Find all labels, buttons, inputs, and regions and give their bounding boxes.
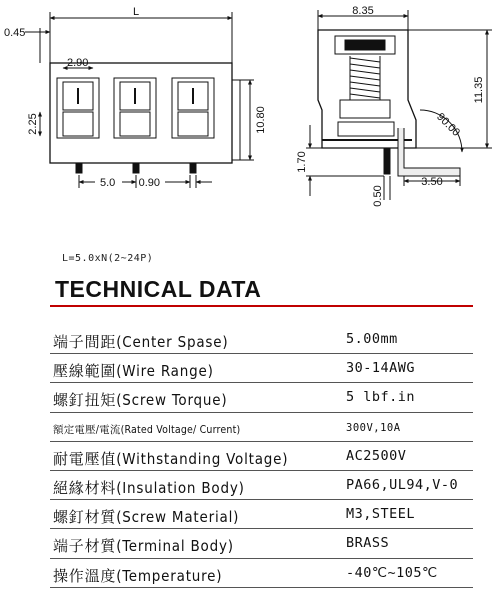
spec-row bbox=[50, 471, 473, 500]
spec-label: 操作溫度(Temperature) bbox=[53, 566, 223, 585]
spec-row bbox=[50, 529, 473, 558]
spec-value: AC2500V bbox=[346, 447, 407, 464]
spec-row bbox=[50, 354, 473, 383]
pin-2 bbox=[133, 163, 139, 173]
dim-pitch-top: 2.90 bbox=[67, 57, 89, 69]
section-title: TECHNICAL DATA bbox=[55, 276, 262, 302]
spec-label: 螺釘扭矩(Screw Torque) bbox=[53, 391, 228, 410]
dim-height: 10.80 bbox=[255, 106, 267, 134]
front-view bbox=[25, 12, 254, 188]
dim-side-height: 11.35 bbox=[473, 76, 485, 104]
spec-row bbox=[50, 559, 473, 588]
spec-value: 5.00mm bbox=[346, 331, 398, 347]
dim-angle: 90.00 bbox=[434, 110, 463, 139]
title-divider bbox=[50, 305, 473, 307]
dim-pin-offset: 3.50 bbox=[421, 176, 443, 188]
dim-offset: 0.45 bbox=[4, 27, 26, 39]
spec-value: PA66,UL94,V-0 bbox=[346, 476, 459, 493]
screw-thread bbox=[350, 56, 380, 100]
dim-side: 2.25 bbox=[27, 113, 39, 135]
side-view bbox=[306, 10, 492, 200]
spec-label: 端子間距(Center Spase) bbox=[53, 333, 229, 351]
dim-pin: 0.90 bbox=[138, 177, 160, 189]
spec-label: 耐電壓值(Withstanding Voltage) bbox=[53, 449, 289, 468]
dim-pin-len: 1.70 bbox=[296, 151, 308, 173]
spec-label: 額定電壓/電流(Rated Voltage/ Current) bbox=[53, 423, 241, 436]
spec-row bbox=[50, 383, 473, 412]
spec-label: 螺釘材質(Screw Material) bbox=[53, 508, 240, 527]
dim-overall: L bbox=[132, 6, 140, 18]
dim-pin-width: 0.50 bbox=[372, 185, 384, 207]
length-formula: L=5.0xN(2~24P) bbox=[62, 253, 154, 264]
spec-row bbox=[50, 500, 473, 529]
spec-value: M3,STEEL bbox=[346, 506, 416, 523]
spec-row bbox=[50, 442, 473, 471]
pin-1 bbox=[76, 163, 82, 173]
spec-value: 5 lbf.in bbox=[346, 389, 416, 406]
pin-3 bbox=[190, 163, 196, 173]
spec-value: -40℃~105℃ bbox=[346, 564, 438, 581]
spec-value: 300V,10A bbox=[346, 421, 401, 434]
spec-row bbox=[50, 325, 473, 354]
spec-value: 30-14AWG bbox=[346, 360, 416, 377]
dim-width: 8.35 bbox=[352, 5, 374, 17]
spec-label: 絕緣材料(Insulation Body) bbox=[53, 478, 245, 497]
spec-table bbox=[50, 325, 473, 588]
spec-label: 壓線範圍(Wire Range) bbox=[53, 362, 214, 381]
technical-drawing bbox=[0, 0, 493, 240]
spec-value: BRASS bbox=[346, 535, 390, 552]
front-right-flange bbox=[232, 80, 240, 160]
dim-pitch: 5.0 bbox=[100, 177, 116, 189]
side-left-pin bbox=[384, 148, 390, 174]
spec-row bbox=[50, 413, 473, 442]
spec-label: 端子材質(Terminal Body) bbox=[53, 537, 234, 556]
